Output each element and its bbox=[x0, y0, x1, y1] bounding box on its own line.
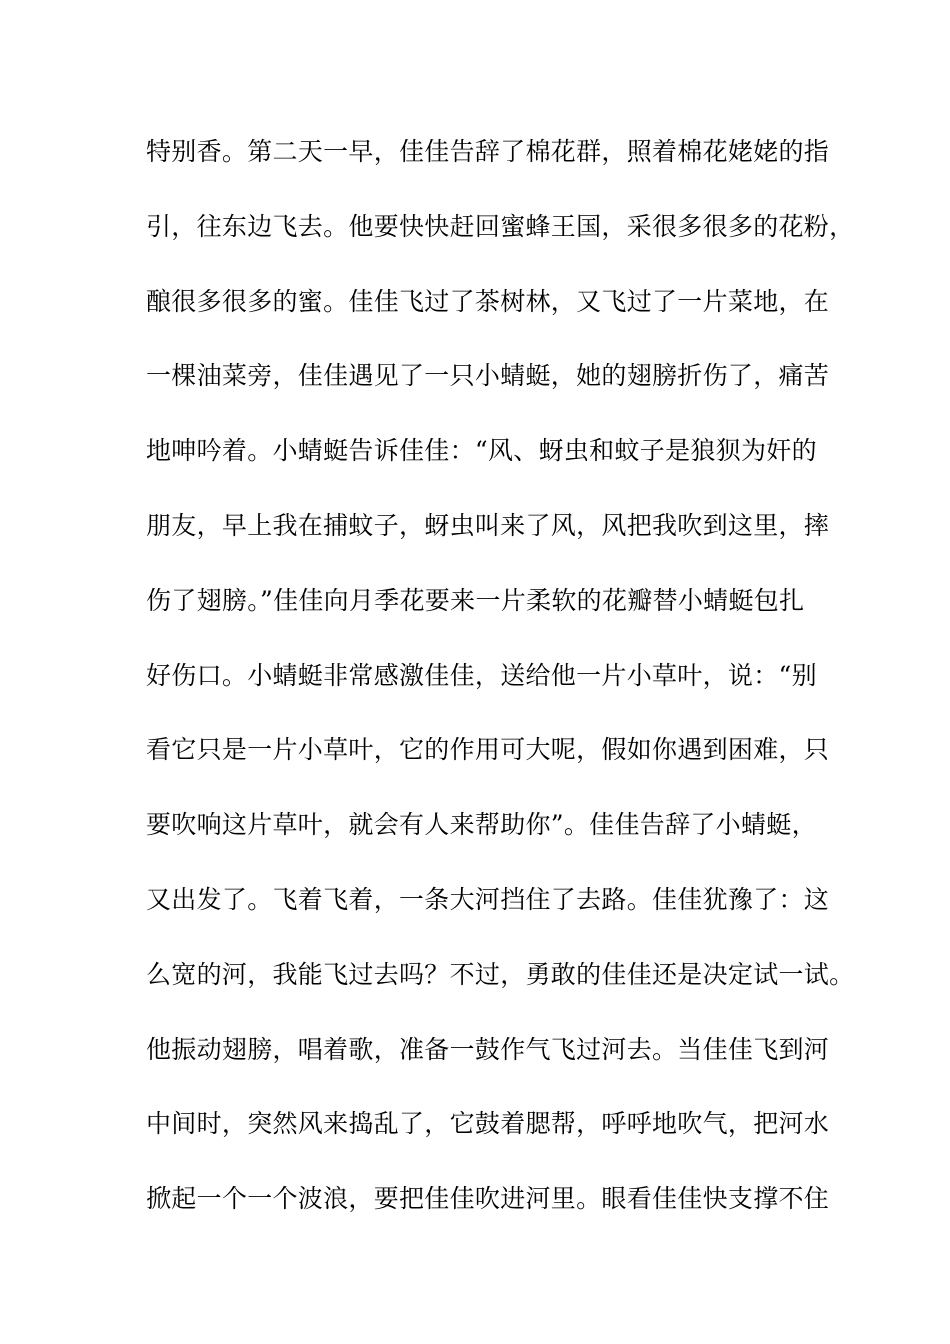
text-line: 引，往东边飞去。他要快快赶回蜜蜂王国，采很多很多的花粉， bbox=[146, 211, 855, 241]
text-line: 又出发了。飞着飞着，一条大河挡住了去路。佳佳犹豫了：这 bbox=[146, 884, 830, 914]
text-line: 他振动翅膀，唱着歌，准备一鼓作气飞过河去。当佳佳飞到河 bbox=[146, 1034, 830, 1064]
text-line: 酿很多很多的蜜。佳佳飞过了茶树林，又飞过了一片菜地，在 bbox=[146, 286, 830, 316]
text-line: 特别香。第二天一早，佳佳告辞了棉花群，照着棉花姥姥的指 bbox=[146, 137, 830, 166]
story-text bbox=[146, 128, 855, 1250]
text-line: 中间时，突然风来捣乱了，它鼓着腮帮，呼呼地吹气，把河水 bbox=[146, 1109, 830, 1139]
text-line: 伤了翅膀。”佳佳向月季花要来一片柔软的花瓣替小蜻蜓包扎 bbox=[146, 585, 805, 615]
text-line: 么宽的河，我能飞过去吗？不过，勇敢的佳佳还是决定试一试。 bbox=[146, 959, 855, 989]
text-line: 好伤口。小蜻蜓非常感激佳佳，送给他一片小草叶，说：“别 bbox=[146, 660, 817, 690]
text-line: 要吹响这片草叶，就会有人来帮助你”。佳佳告辞了小蜻蜓， bbox=[146, 810, 817, 840]
text-line: 地呻吟着。小蜻蜓告诉佳佳：“风、蚜虫和蚊子是狼狈为奸的 bbox=[146, 436, 817, 466]
text-line: 看它只是一片小草叶，它的作用可大呢，假如你遇到困难，只 bbox=[146, 735, 830, 765]
text-line: 一棵油菜旁，佳佳遇见了一只小蜻蜓，她的翅膀折伤了，痛苦 bbox=[146, 361, 830, 391]
text-line: 掀起一个一个波浪，要把佳佳吹进河里。眼看佳佳快支撑不住 bbox=[146, 1184, 830, 1214]
text-line: 朋友，早上我在捕蚊子，蚜虫叫来了风，风把我吹到这里，摔 bbox=[146, 510, 830, 540]
